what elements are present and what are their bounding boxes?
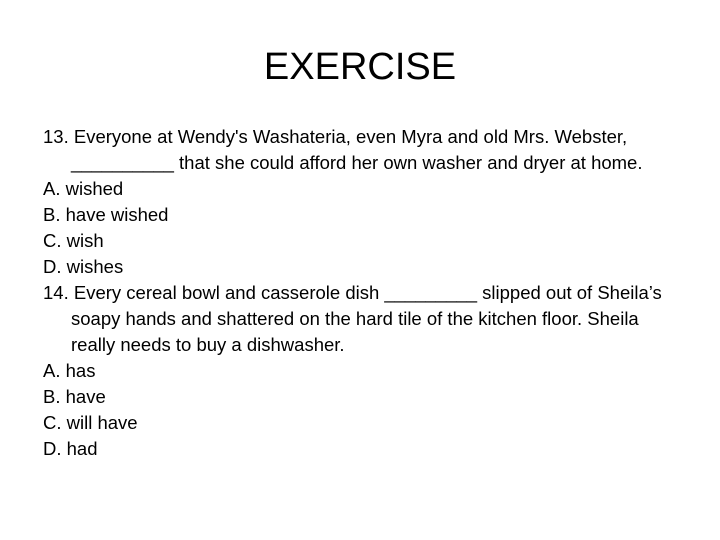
slide-title: EXERCISE (263, 46, 457, 88)
question-13-option-a: A. wished (43, 178, 124, 199)
question-14-option-c: C. will have (43, 412, 138, 433)
question-13-text: 13. Everyone at Wendy's Washateria, even Myra and old Mrs. Webster, __________ that she could afford her own washer and dryer at home. (43, 126, 643, 173)
question-13-option-b: B. have wished (43, 204, 169, 225)
question-13-option-d: D. wishes (43, 256, 124, 277)
question-14-option-b: B. have (43, 386, 106, 407)
slide-body (43, 124, 683, 462)
question-13-option-c: C. wish (43, 230, 104, 251)
question-14-text: 14. Every cereal bowl and casserole dish _________ slipped out of Sheila’s soapy hands and shattered on the hard tile of the kitchen floor. Sheila really needs to buy a dishwasher. (43, 282, 662, 355)
question-14-option-d: D. had (43, 438, 98, 459)
question-14-option-a: A. has (43, 360, 96, 381)
